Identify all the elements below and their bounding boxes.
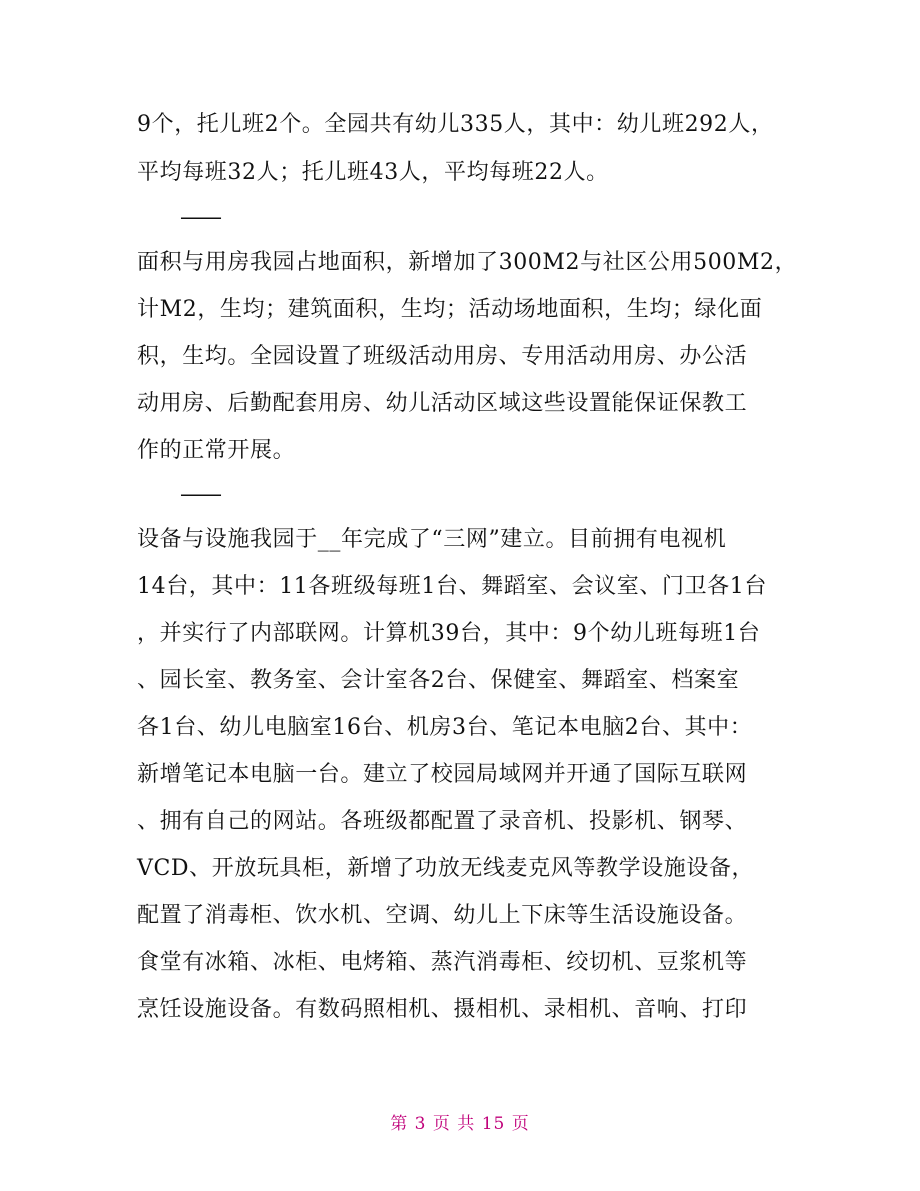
paragraph-line: 积，生均。全园设置了班级活动用房、专用活动用房、办公活 [137, 344, 748, 369]
paragraph-line: 作的正常开展。 [137, 438, 296, 463]
paragraph-line: 、园长室、教务室、会计室各2台、保健室、舞蹈室、档案室 [137, 668, 740, 693]
paragraph-line: 动用房、后勤配套用房、幼儿活动区域这些设置能保证保教工 [137, 391, 748, 416]
paragraph-line: 设备与设施我园于__年完成了“三网”建立。目前拥有电视机 [137, 527, 727, 552]
paragraph-line: ，并实行了内部联网。计算机39台，其中：9个幼儿班每班1台 [137, 621, 761, 646]
page-number-footer: 第 3 页 共 15 页 [390, 1114, 530, 1134]
paragraph-line: 14台，其中：11各班级每班1台、舞蹈室、会议室、门卫各1台 [137, 574, 767, 599]
paragraph-line: 面积与用房我园占地面积，新增加了300M2与社区公用500M2， [137, 250, 798, 275]
paragraph-line: 烹饪设施设备。有数码照相机、摄相机、录相机、音响、打印 [137, 997, 748, 1022]
paragraph-line: 计M2，生均；建筑面积，生均；活动场地面积，生均；绿化面 [137, 297, 763, 322]
paragraph-line: 食堂有冰箱、冰柜、电烤箱、蒸汽消毒柜、绞切机、豆浆机等 [137, 950, 748, 975]
paragraph-line: VCD、开放玩具柜，新增了功放无线麦克风等教学设施设备， [137, 856, 755, 881]
paragraph-line: 平均每班32人；托儿班43人，平均每班22人。 [137, 160, 609, 185]
section-separator: —— [180, 205, 220, 230]
paragraph-line: 配置了消毒柜、饮水机、空调、幼儿上下床等生活设施设备。 [137, 903, 748, 928]
paragraph-line: 各1台、幼儿电脑室16台、机房3台、笔记本电脑2台、其中： [137, 715, 753, 740]
paragraph-line: 新增笔记本电脑一台。建立了校园局域网并开通了国际互联网 [137, 762, 748, 787]
paragraph-line: 、拥有自己的网站。各班级都配置了录音机、投影机、钢琴、 [137, 809, 748, 834]
paragraph-line: 9个，托儿班2个。全园共有幼儿335人，其中：幼儿班292人， [137, 112, 774, 137]
section-separator: —— [180, 482, 220, 507]
